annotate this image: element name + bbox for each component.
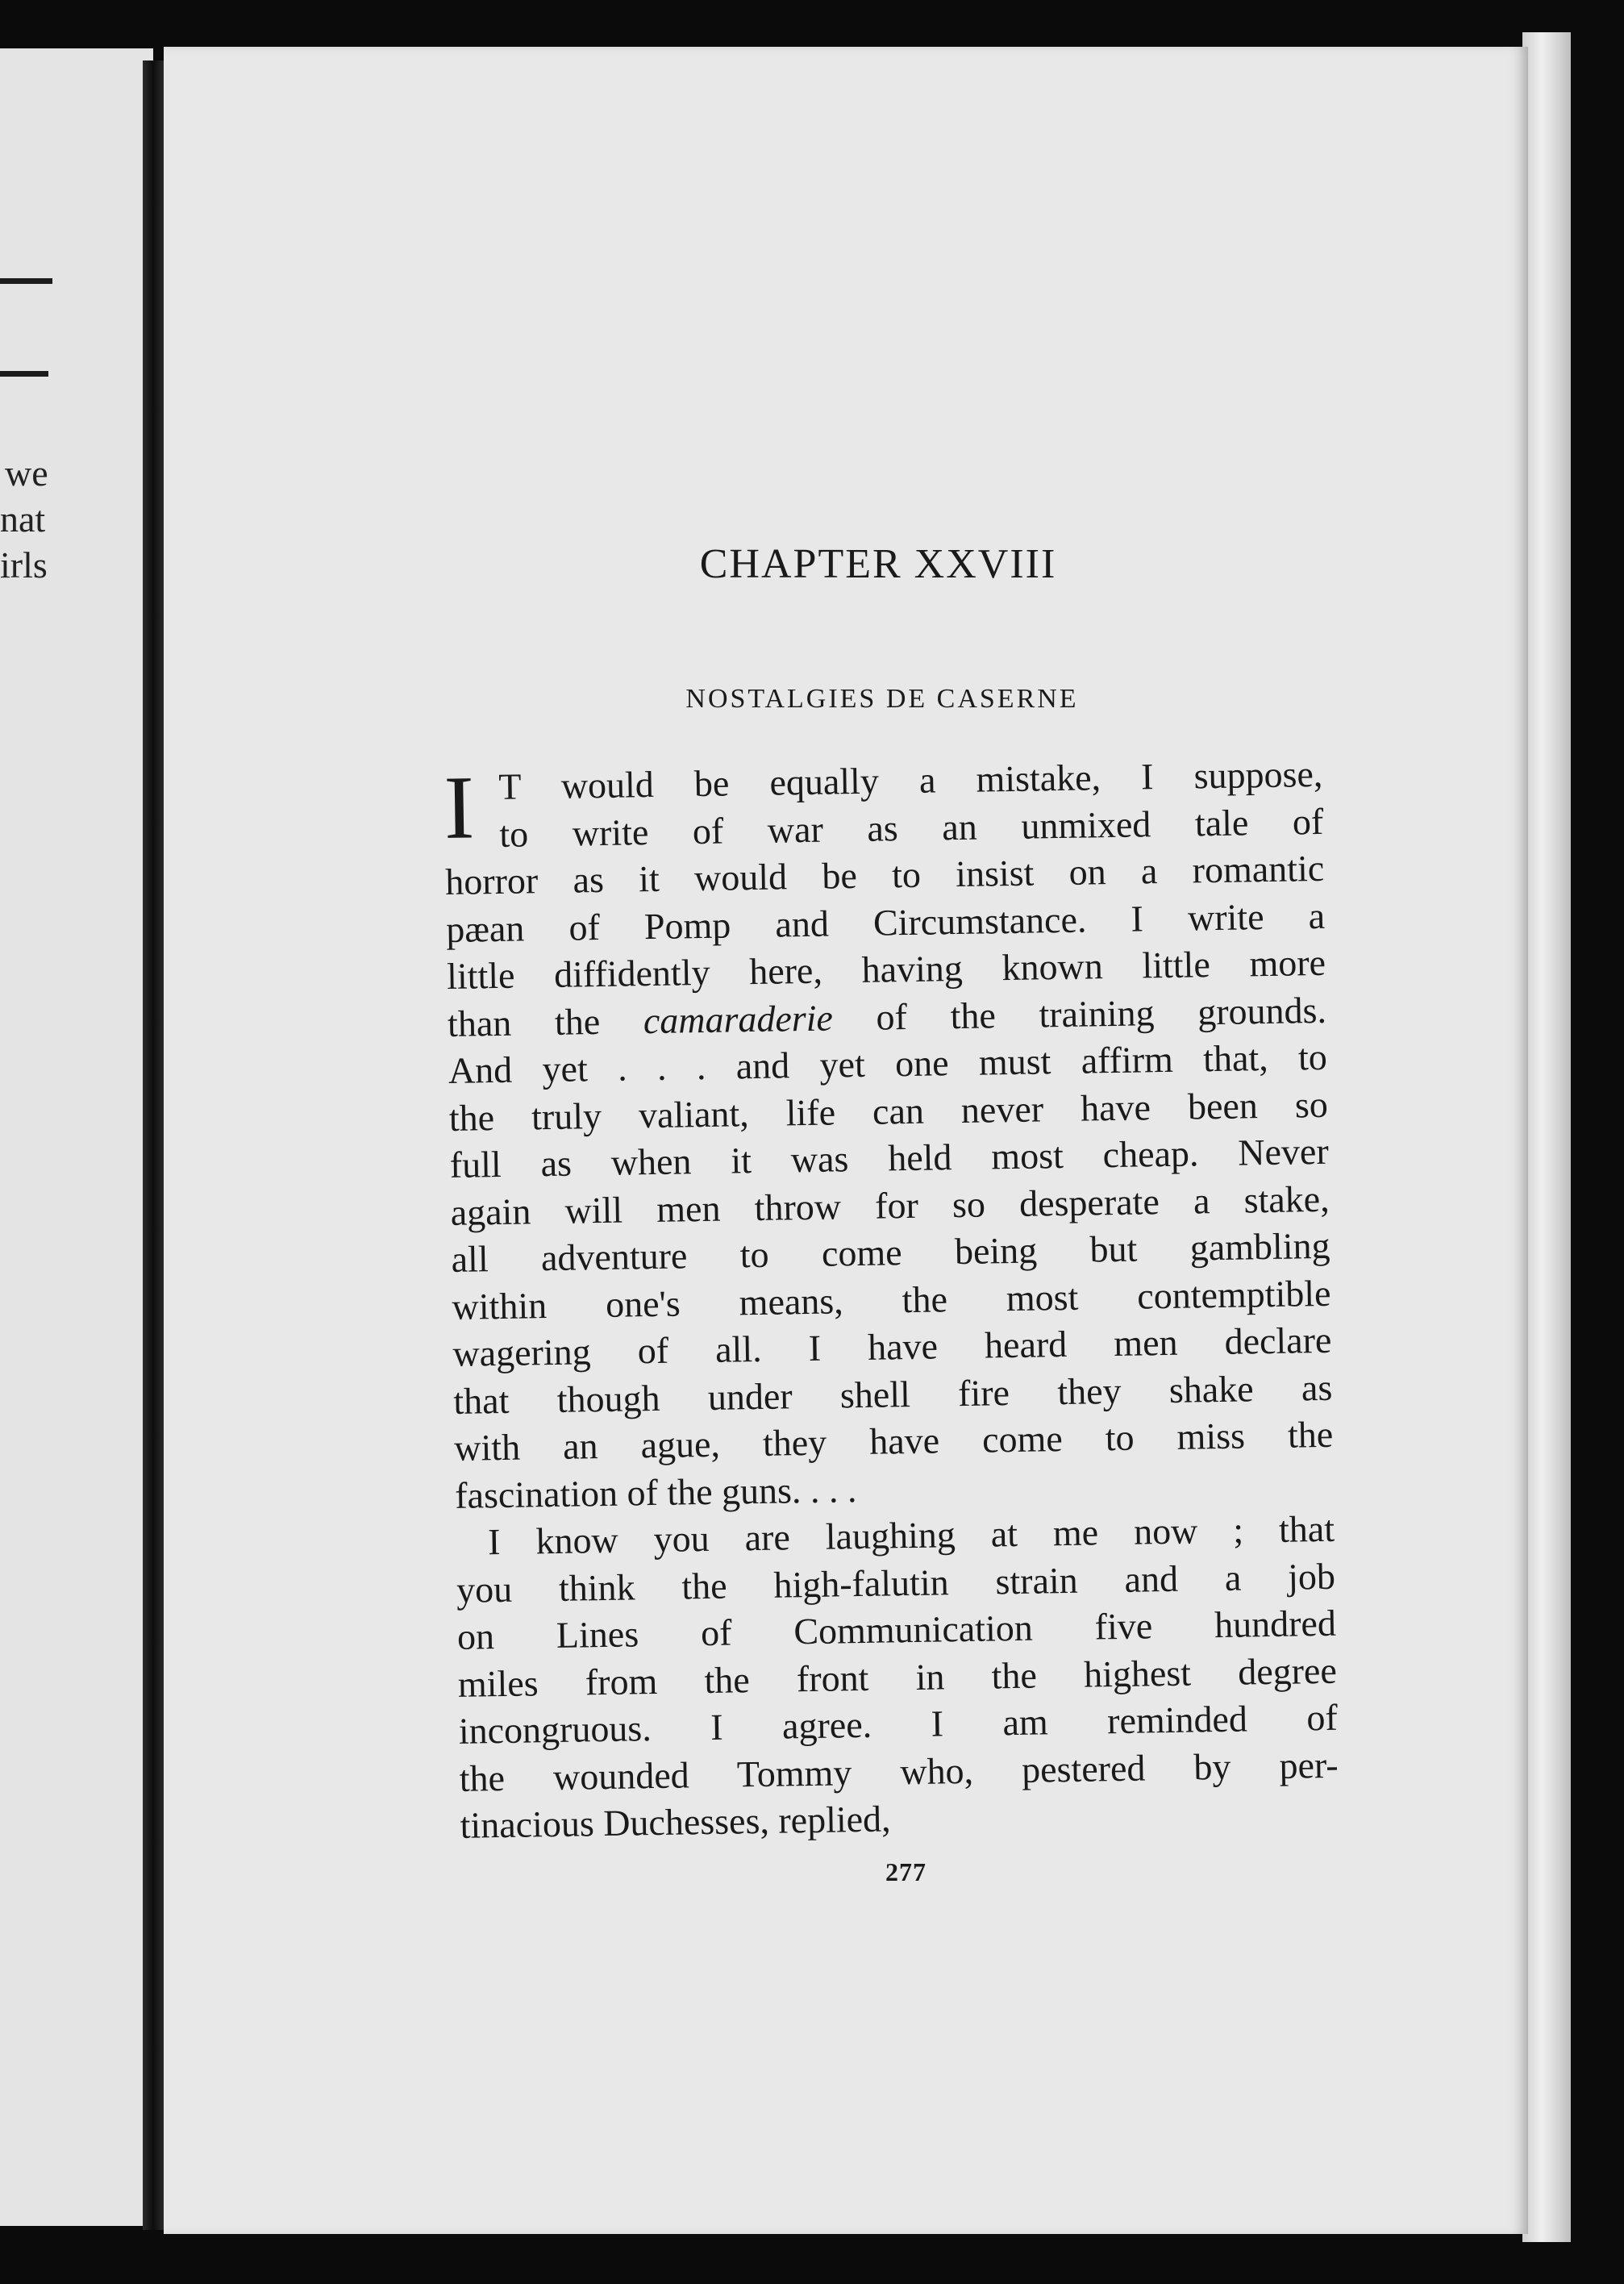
text-line: again will men throw for so desperate a stake, — [450, 1177, 1330, 1233]
text-line: tinacious Duchesses, replied, — [460, 1798, 891, 1846]
page-edge — [1522, 32, 1571, 2242]
drop-cap: I — [443, 757, 476, 858]
text-fragment: irls — [0, 544, 48, 586]
text-line: fascination of the guns. . . . — [454, 1468, 857, 1516]
text-line: T would be equally a mistake, I suppose, — [498, 752, 1323, 807]
page-number: 277 — [885, 1857, 927, 1886]
book-page — [164, 47, 1528, 2234]
text-line: I know you are laughing at me now ; that — [487, 1507, 1335, 1563]
text-line: wagering of all. I have heard men declare — [452, 1319, 1332, 1374]
section-rule — [0, 278, 52, 284]
text-line: all adventure to come being but gambling — [451, 1224, 1330, 1280]
text-line: that though under shell fire they shake as — [452, 1366, 1333, 1422]
book-binding — [143, 60, 164, 2230]
text-line: horror as it would be to insist on a romantic — [444, 847, 1325, 902]
text-line: with an ague, they have come to miss the — [453, 1413, 1334, 1469]
text-line: full as when it was held most cheap. Never — [449, 1130, 1330, 1186]
previous-page — [0, 48, 153, 2226]
text-fragment: nat — [0, 498, 46, 540]
text-line: than the camaraderie of the training grounds. — [447, 989, 1327, 1044]
text-line: pæan of Pomp and Circumstance. I write a — [445, 894, 1326, 950]
text-line: to write of war as an unmixed tale of — [498, 800, 1324, 855]
text-line: miles from the front in the highest degree — [457, 1649, 1338, 1705]
italic-term: camaraderie — [643, 996, 834, 1041]
text-line: you think the high-falutin strain and a job — [456, 1555, 1336, 1611]
body-text — [443, 751, 1339, 1849]
previous-page-text — [0, 450, 65, 588]
chapter-title: CHAPTER XXVIII — [699, 541, 1057, 587]
text-line: within one's means, the most contemptible — [452, 1272, 1331, 1327]
text-line: the wounded Tommy who, pestered by per- — [459, 1744, 1339, 1799]
text-line: the truly valiant, life can never have been so — [448, 1083, 1329, 1139]
text-fragment: we — [5, 452, 48, 494]
text-line: little diffidently here, having known little more — [446, 941, 1326, 997]
section-rule — [0, 371, 48, 377]
text-line: incongruous. I agree. I am reminded of — [458, 1696, 1339, 1752]
text-line: on Lines of Communication five hundred — [456, 1602, 1337, 1657]
chapter-subtitle: NOSTALGIES DE CASERNE — [685, 684, 1079, 714]
text-line: And yet . . . and yet one must affirm that, to — [448, 1036, 1328, 1091]
